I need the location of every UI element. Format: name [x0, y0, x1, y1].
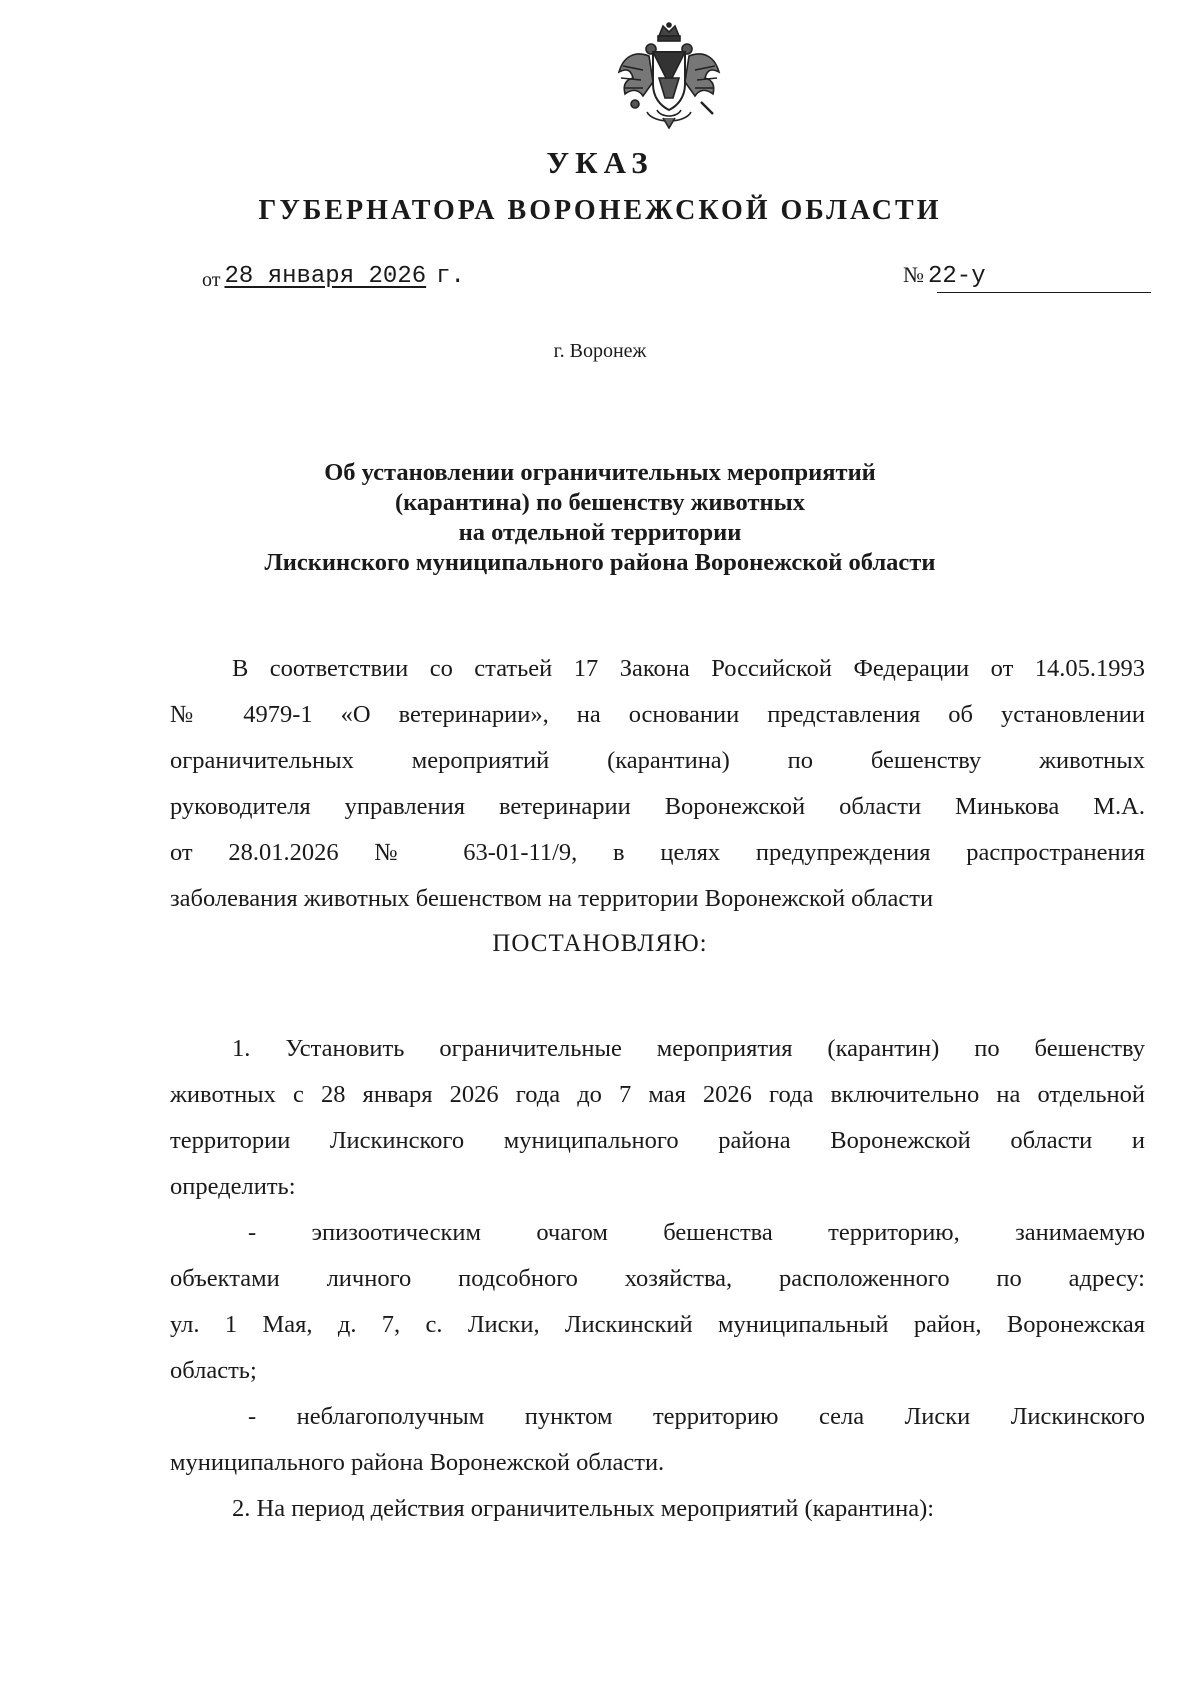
text-line: 1. Установить ограничительные мероприятия (карантин) по бешенству — [232, 1035, 1145, 1062]
text-line: область; — [170, 1357, 257, 1384]
item-1-paragraph — [170, 1026, 1145, 1210]
date-suffix: г. — [436, 263, 465, 290]
text-line: объектами личного подсобного хозяйства, расположенного по адресу: — [170, 1265, 1145, 1292]
heading-line: на отдельной территории — [458, 519, 742, 546]
item-2-paragraph — [170, 1486, 1145, 1532]
number-value: 22-у — [928, 263, 986, 290]
decree-word: ПОСТАНОВЛЯЮ: — [492, 930, 708, 957]
date-prefix: от — [202, 269, 221, 291]
text-line: ул. 1 Мая, д. 7, с. Лиски, Лискинский муниципальный район, Воронежская — [170, 1311, 1145, 1338]
number-underline — [937, 292, 1151, 293]
text-line: 2. На период действия ограничительных мероприятий (карантина): — [232, 1495, 935, 1522]
heading-line: Лискинского муниципального района Воронежской области — [264, 549, 936, 576]
text-line: руководителя управления ветеринарии Воронежской области Минькова М.А. — [170, 793, 1145, 820]
text-line: муниципального района Воронежской области. — [170, 1449, 665, 1476]
document-type-title: УКАЗ — [546, 145, 654, 180]
text-line: определить: — [170, 1173, 296, 1200]
document-number — [903, 262, 1151, 290]
heading-line: Об установлении ограничительных мероприятий — [324, 459, 876, 486]
date-value: 28 января 2026 — [224, 263, 427, 290]
issuer-title: ГУБЕРНАТОРА ВОРОНЕЖСКОЙ ОБЛАСТИ — [258, 195, 942, 226]
number-prefix: № — [903, 262, 924, 287]
city-name: г. Воронеж — [553, 340, 647, 362]
item-1b-paragraph — [170, 1394, 1145, 1486]
text-line: от 28.01.2026 № 63-01-11/9, в целях предупреждения распространения — [170, 839, 1145, 866]
document-heading — [0, 458, 1200, 578]
text-line: животных с 28 января 2026 года до 7 мая 2026 года включительно на отдельной — [170, 1081, 1145, 1108]
document-date — [202, 262, 465, 292]
text-line: - неблагополучным пунктом территорию села Лиски Лискинского — [248, 1403, 1145, 1430]
text-line: территории Лискинского муниципального района Воронежской области и — [170, 1127, 1145, 1154]
item-1a-paragraph — [170, 1210, 1145, 1394]
text-line: заболевания животных бешенством на территории Воронежской области — [170, 885, 934, 912]
preamble-paragraph — [170, 646, 1145, 922]
voronezh-coat-of-arms-icon — [613, 22, 725, 130]
text-line: - эпизоотическим очагом бешенства территорию, занимаемую — [248, 1219, 1145, 1246]
text-line: № 4979-1 «О ветеринарии», на основании представления об установлении — [170, 701, 1145, 728]
heading-line: (карантина) по бешенству животных — [395, 489, 805, 516]
text-line: В соответствии со статьей 17 Закона Российской Федерации от 14.05.1993 — [232, 655, 1145, 682]
text-line: ограничительных мероприятий (карантина) по бешенству животных — [170, 747, 1145, 774]
